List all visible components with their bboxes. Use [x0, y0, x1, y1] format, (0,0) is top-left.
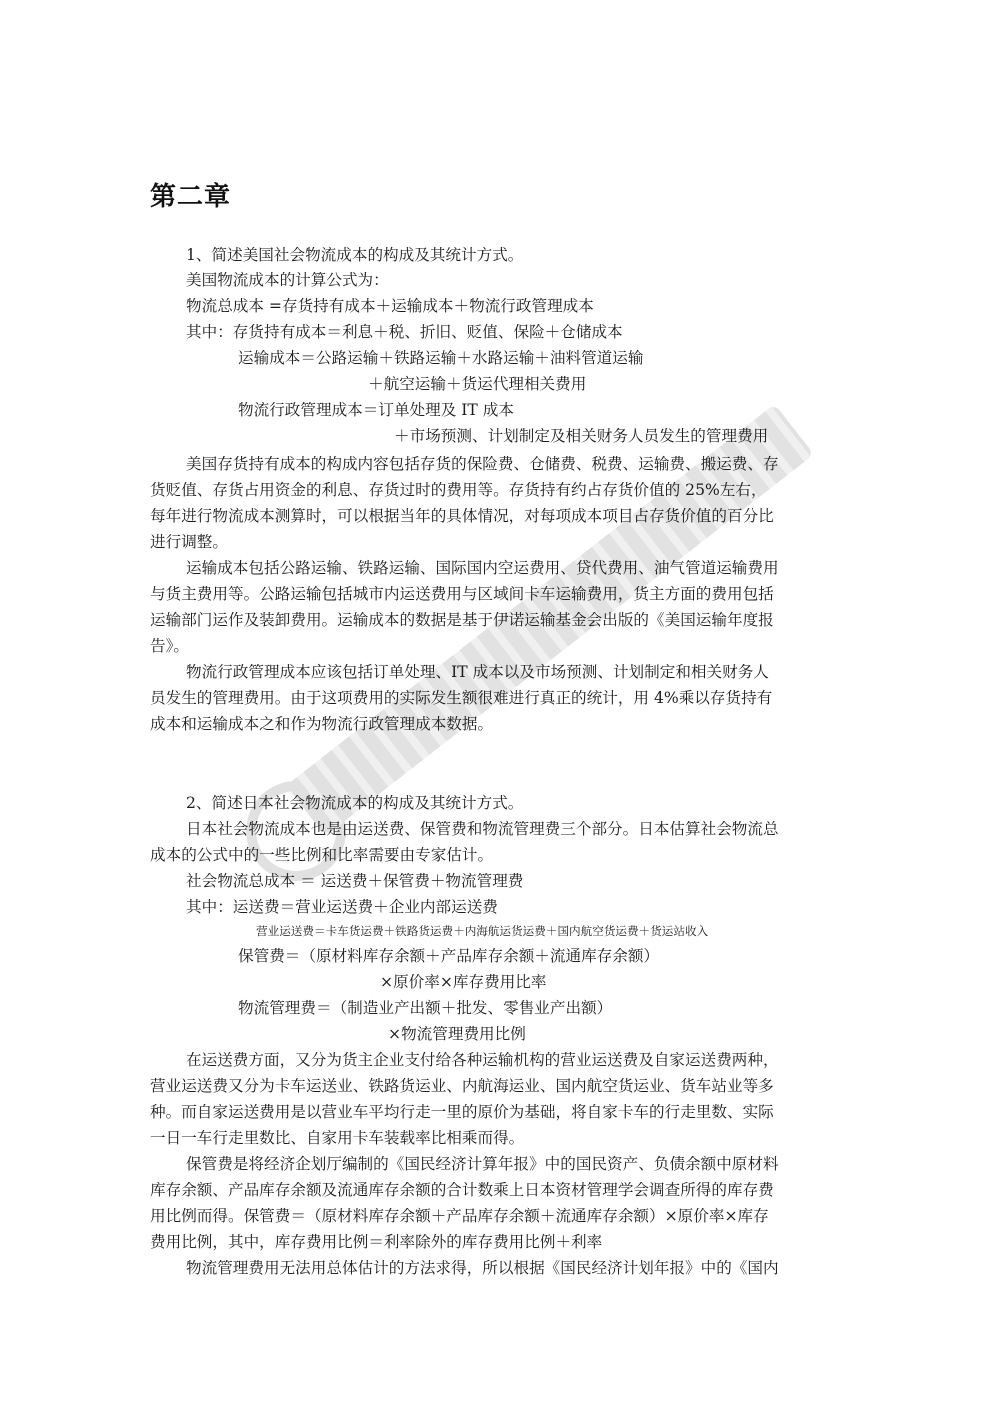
formula-line: 运输成本＝公路运输＋铁路运输＋水路运输＋油料管道运输 [238, 349, 644, 367]
formula-line: ＋航空运输＋货运代理相关费用 [368, 375, 587, 393]
paragraph-line: 种。而自家运送费用是以营业车平均行走一里的原价为基础，将自家卡车的行走里数、实际 [150, 1103, 774, 1121]
formula-line: 其中：存货持有成本＝利息＋税、折旧、贬值、保险＋仓储成本 [186, 323, 623, 341]
paragraph-line: 物流管理费用无法用总体估计的方法求得，所以根据《国民经济计划年报》中的《国内 [186, 1259, 779, 1277]
paragraph-line: 运输成本包括公路运输、铁路运输、国际国内空运费用、贷代费用、油气管道运输费用 [186, 559, 779, 577]
paragraph-line: 货贬值、存货占用资金的利息、存货过时的费用等。存货持有约占存货价值的 25%左右， [150, 481, 767, 499]
formula-line: ＋市场预测、计划制定及相关财务人员发生的管理费用 [394, 427, 769, 445]
paragraph-line: 库存余额、产品库存余额及流通库存余额的合计数乘上日本资材管理学会调查所得的库存费 [150, 1181, 774, 1199]
chapter-heading: 第二章 [150, 182, 232, 212]
formula-line: 物流行政管理成本＝订单处理及 IT 成本 [238, 401, 514, 419]
paragraph-line: 营业运送费又分为卡车运送业、铁路货运业、内航海运业、国内航空货运业、货车站业等多 [150, 1077, 774, 1095]
paragraph-line: 保管费是将经济企划厅编制的《国民经济计算年报》中的国民资产、负债余额中原材料 [186, 1155, 779, 1173]
paragraph-line: 美国存货持有成本的构成内容包括存货的保险费、仓储费、税费、运输费、搬运费、存 [186, 455, 779, 473]
paragraph-line: 每年进行物流成本测算时，可以根据当年的具体情况，对每项成本项目占存货价值的百分比 [150, 507, 774, 525]
question-1-title: 1、简述美国社会物流成本的构成及其统计方式。 [186, 246, 524, 264]
paragraph-line: 在运送费方面，又分为货主企业支付给各种运输机构的营业运送费及自家运送费两种， [186, 1051, 779, 1069]
paragraph-line: 成本的公式中的一些比例和比率需要由专家估计。 [150, 846, 494, 864]
paragraph-line: 员发生的管理费用。由于这项费用的实际发生额很难进行真正的统计，用 4%乘以存货持有 [150, 689, 773, 707]
paragraph-line: 物流行政管理成本应该包括订单处理、IT 成本以及市场预测、计划制定和相关财务人 [186, 663, 769, 681]
paragraph-line: 一日一车行走里数比、自家用卡车装载率比相乘而得。 [150, 1129, 525, 1147]
formula-line-small: 营业运送费＝卡车货运费＋铁路货运费＋内海航运货运费＋国内航空货运费＋货运站收入 [256, 924, 709, 938]
paragraph-line: 告》。 [150, 637, 189, 655]
text-line: 美国物流成本的计算公式为： [186, 271, 389, 289]
paragraph-line: 进行调整。 [150, 533, 228, 551]
paragraph-line: 成本和运输成本之和作为物流行政管理成本数据。 [150, 715, 494, 733]
paragraph-line: 费用比例，其中，库存费用比例＝利率除外的库存费用比例＋利率 [150, 1233, 603, 1251]
paragraph-line: 日本社会物流成本也是由运送费、保管费和物流管理费三个部分。日本估算社会物流总 [186, 820, 779, 838]
formula-line: 社会物流总成本 ＝ 运送费＋保管费＋物流管理费 [186, 872, 524, 890]
question-2-title: 2、简述日本社会物流成本的构成及其统计方式。 [186, 794, 524, 812]
formula-line: 物流管理费＝（制造业产出额＋批发、零售业产出额） [238, 999, 613, 1017]
paragraph-line: 与货主费用等。公路运输包括城市内运送费用与区域间卡车运输费用，货主方面的费用包括 [150, 585, 774, 603]
formula-line: ×原价率×库存费用比率 [380, 973, 547, 991]
formula-line: ×物流管理费用比例 [388, 1025, 526, 1043]
paragraph-line: 运输部门运作及装卸费用。运输成本的数据是基于伊诺运输基金会出版的《美国运输年度报 [150, 611, 774, 629]
paragraph-line: 用比例而得。保管费＝（原材料库存余额＋产品库存余额＋流通库存余额）×原价率×库存 [150, 1207, 769, 1225]
formula-line: 物流总成本 =存货持有成本＋运输成本＋物流行政管理成本 [186, 297, 594, 315]
formula-line: 保管费＝（原材料库存余额＋产品库存余额＋流通库存余额） [238, 947, 660, 965]
formula-line: 其中：运送费＝营业运送费＋企业内部运送费 [186, 898, 498, 916]
